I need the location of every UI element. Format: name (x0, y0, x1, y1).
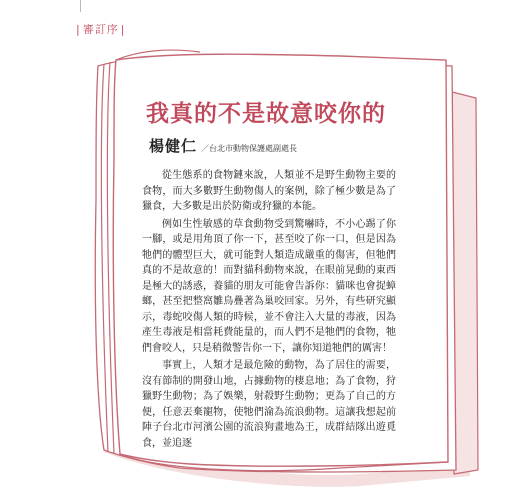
tag-right-bar: | (120, 23, 126, 36)
section-tag (74, 21, 127, 37)
paragraph: 事實上，人類才是最危險的動物，為了居住的需要，沒有節制的開發山地，占據動物的棲息地；為了食物，狩獵野生動物；為了娛樂，射殺野生動物；更為了自己的方便，任意丟棄寵物，使牠們淪為流浪動物。這讓我想起前陣子台北市河濱公園的流浪狗畫地為王，成群結隊出遊覓食，並追逐 (142, 360, 396, 449)
article-title: 我真的不是故意咬你的 (146, 100, 386, 127)
tag-left-bar: | (76, 23, 81, 36)
section-tag-label: 審訂序 (82, 23, 119, 36)
author-name: 楊健仁 (149, 137, 198, 155)
author-role: ／台北市動物保護處副處長 (201, 144, 298, 153)
top-divider (80, 0, 81, 12)
paragraph: 從生態系的食物鏈來說，人類並不是野生動物主要的食物，而大多數野生動物傷人的案例，除了極少數是為了獵食，大多數是出於防衛或狩獵的本能。 (142, 170, 396, 212)
article-body (142, 168, 396, 453)
paragraph: 例如生性敏感的草食動物受到驚嚇時，不小心踢了你一腳，或是用角頂了你一下，甚至咬了你一口，但是因為牠們的體型巨大，就可能對人類造成嚴重的傷害，但牠們真的不是故意的！而對貓科動物來說，在眼前晃動的東西是極大的誘惑，養貓的朋友可能會告訴你：貓咪也會捉蟑螂，甚至把整窩雛鳥疊著為巢咬回家。另外，有些研究顯示，毒蛇咬傷人類的時候，並不會注入大量的毒液，因為產生毒液是相當耗費能量的，而人們不是牠們的食物，牠們會咬人，只是稍微警告你一下，讓你知道牠們的厲害！ (142, 218, 396, 354)
author-line (149, 135, 297, 156)
